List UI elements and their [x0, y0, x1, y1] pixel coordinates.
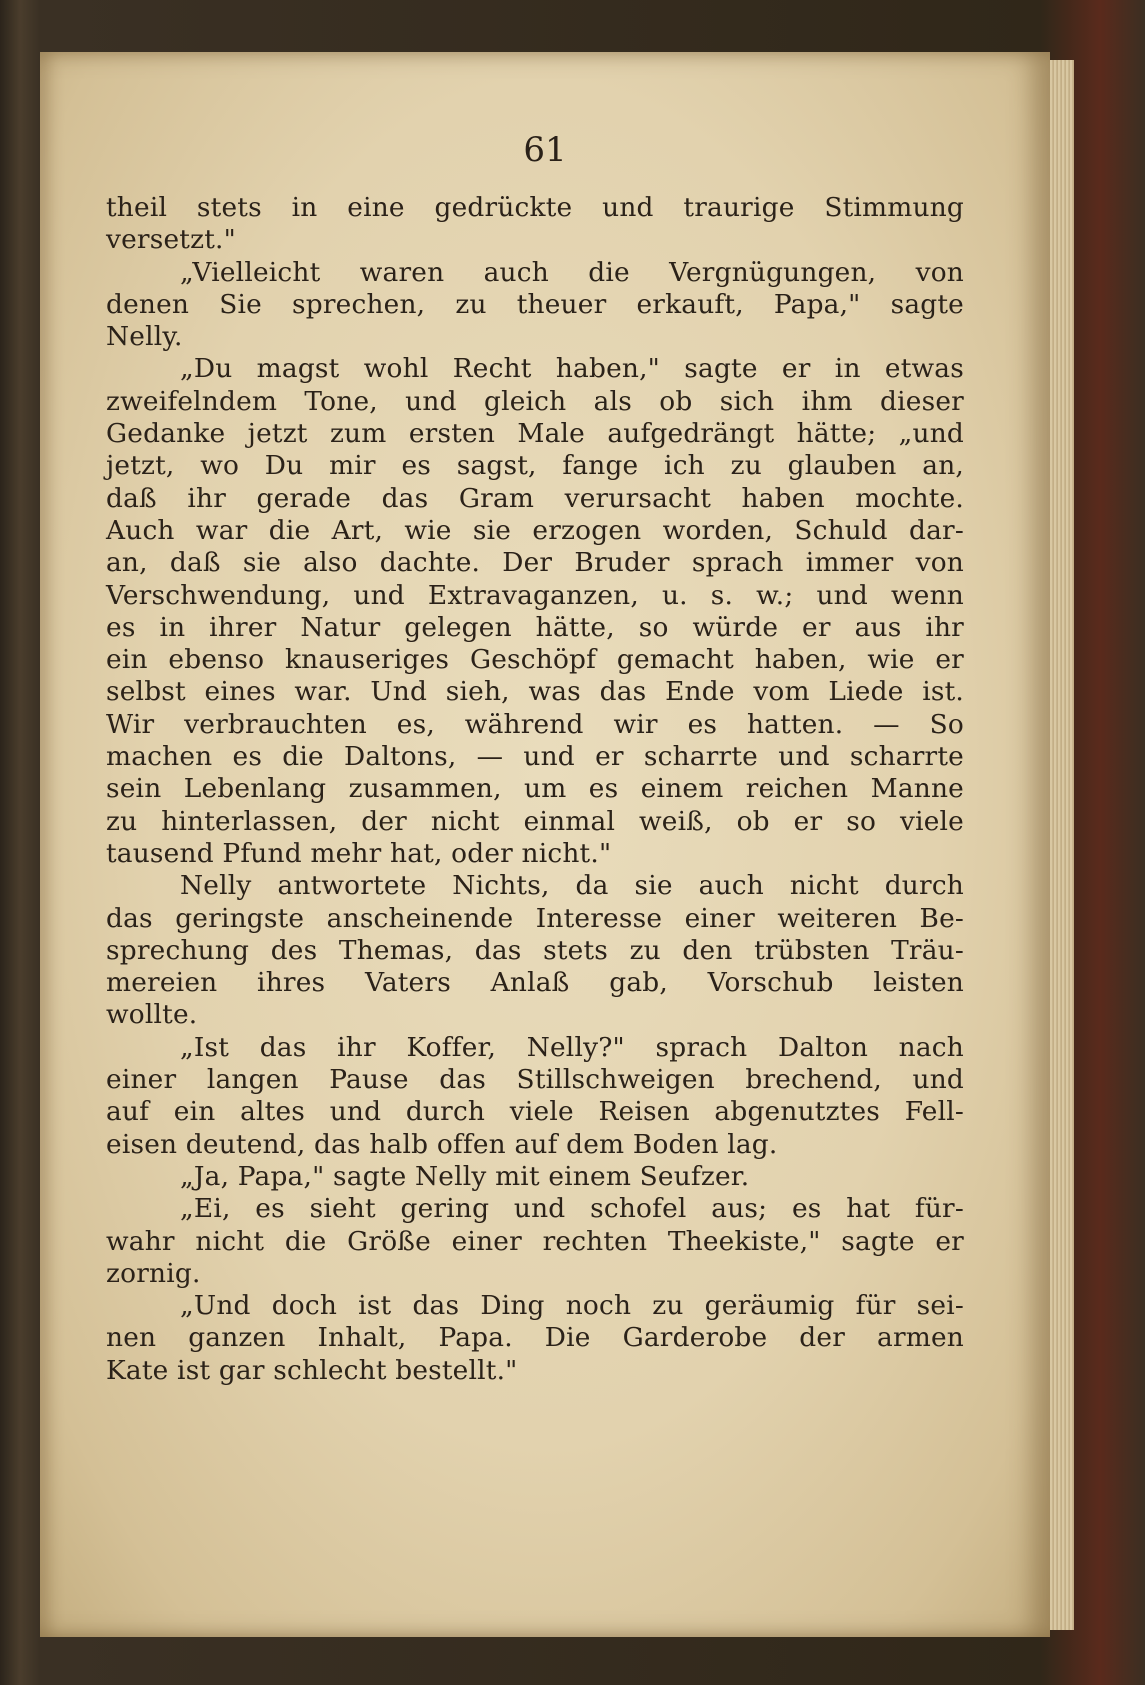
- text-line: einer langen Pause das Stillschweigen brechend, und: [106, 1064, 964, 1096]
- text-line: nen ganzen Inhalt, Papa. Die Garderobe der armen: [106, 1322, 964, 1354]
- text-line: denen Sie sprechen, zu theuer erkauft, Papa," sagte: [106, 288, 964, 320]
- text-line: auf ein altes und durch viele Reisen abgenutztes Fell-: [106, 1096, 964, 1128]
- text-line: versetzt.": [106, 224, 236, 256]
- text-line: zornig.: [106, 1257, 201, 1289]
- page-number: 61: [523, 130, 567, 170]
- text-line: Wir verbrauchten es, während wir es hatten. — So: [106, 708, 964, 740]
- page-edges: [1050, 60, 1074, 1630]
- text-line: sein Lebenlang zusammen, um es einem reichen Manne: [106, 773, 964, 805]
- text-line: sprechung des Themas, das stets zu den trübsten Träu-: [106, 934, 964, 966]
- text-line: mereien ihres Vaters Anlaß gab, Vorschub leisten: [106, 967, 964, 999]
- text-line: ein ebenso knauseriges Geschöpf gemacht haben, wie er: [106, 644, 964, 676]
- text-line: das geringste anscheinende Interesse einer weiteren Be-: [106, 902, 964, 934]
- text-line: „Und doch ist das Ding noch zu geräumig für sei-: [180, 1290, 964, 1322]
- text-line: daß ihr gerade das Gram verursacht haben mochte.: [106, 482, 964, 514]
- book-page: [40, 52, 1050, 1637]
- text-line: „Ei, es sieht gering und schofel aus; es hat für-: [180, 1193, 964, 1225]
- text-line: theil stets in eine gedrückte und traurige Stimmung: [106, 192, 964, 223]
- text-line: „Ist das ihr Koffer, Nelly?" sprach Dalton nach: [180, 1031, 964, 1063]
- text-line: zu hinterlassen, der nicht einmal weiß, ob er so viele: [106, 805, 964, 837]
- text-line: wahr nicht die Größe einer rechten Theekiste," sagte er: [106, 1225, 964, 1257]
- text-line: jetzt, wo Du mir es sagst, fange ich zu glauben an,: [106, 450, 964, 482]
- text-line: Kate ist gar schlecht bestellt.": [106, 1354, 518, 1386]
- text-line: Verschwendung, und Extravaganzen, u. s. w.; und wenn: [106, 579, 964, 611]
- text-line: machen es die Daltons, — und er scharrte und scharrte: [106, 741, 964, 773]
- text-line: „Vielleicht waren auch die Vergnügungen, von: [180, 256, 964, 288]
- text-line: Auch war die Art, wie sie erzogen worden, Schuld dar-: [106, 514, 964, 546]
- text-line: Gedanke jetzt zum ersten Male aufgedrängt hätte; „und: [106, 418, 964, 450]
- text-line: wollte.: [106, 999, 198, 1031]
- text-line: zweifelndem Tone, und gleich als ob sich ihm dieser: [106, 385, 964, 417]
- text-line: Nelly.: [106, 321, 183, 353]
- body-text: [106, 192, 964, 1387]
- text-line: „Ja, Papa," sagte Nelly mit einem Seufzer.: [180, 1160, 750, 1192]
- text-line: Nelly antwortete Nichts, da sie auch nicht durch: [180, 870, 964, 902]
- text-line: es in ihrer Natur gelegen hätte, so würde er aus ihr: [106, 611, 964, 643]
- text-line: eisen deutend, das halb offen auf dem Boden lag.: [106, 1128, 778, 1160]
- text-line: an, daß sie also dachte. Der Bruder sprach immer von: [106, 547, 964, 579]
- text-line: „Du magst wohl Recht haben," sagte er in etwas: [180, 353, 964, 385]
- text-line: selbst eines war. Und sieh, was das Ende vom Liede ist.: [106, 676, 964, 708]
- text-line: tausend Pfund mehr hat, oder nicht.": [106, 837, 612, 869]
